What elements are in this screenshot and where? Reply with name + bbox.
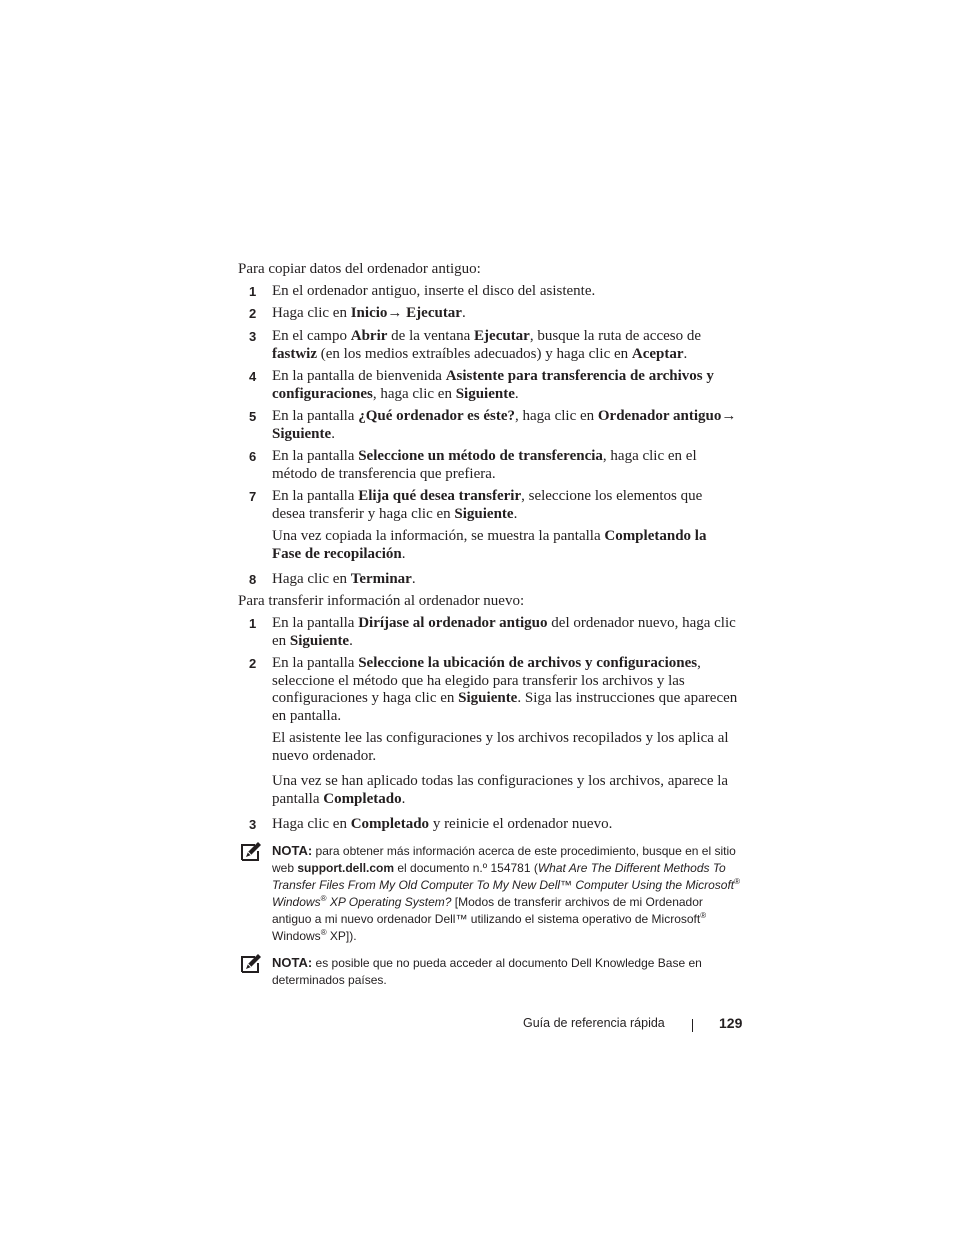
copy-step-6 bbox=[238, 448, 738, 483]
registered-mark: ® bbox=[734, 877, 741, 886]
ui-term: Elija qué desea transferir bbox=[358, 488, 522, 504]
article-title: Windows bbox=[272, 895, 321, 909]
ui-term: Completado bbox=[323, 790, 402, 807]
copy-step-2 bbox=[238, 305, 738, 323]
ui-term: Inicio bbox=[350, 305, 388, 321]
transfer-intro: Para transferir información al ordenador nuevo: bbox=[238, 593, 525, 609]
ui-term: Seleccione un método de transferencia bbox=[358, 448, 603, 464]
ui-term: ¿Qué ordenador es éste? bbox=[358, 408, 516, 424]
ui-term: Diríjase al ordenador antiguo bbox=[358, 615, 548, 631]
ui-term: Aceptar bbox=[631, 345, 684, 362]
step-text: . bbox=[683, 345, 688, 362]
note-availability bbox=[240, 954, 740, 989]
step-text: . bbox=[513, 505, 518, 522]
transfer-step-1 bbox=[238, 615, 738, 650]
step-text: , busque la ruta de acceso de bbox=[529, 328, 702, 344]
step-text: Haga clic en bbox=[272, 305, 351, 321]
step-text: . bbox=[331, 425, 335, 442]
copy-step-3 bbox=[238, 328, 738, 363]
ui-term: Seleccione la ubicación de archivos y configuraciones bbox=[358, 655, 698, 671]
step-text: de la ventana bbox=[387, 328, 475, 344]
copy-step-8 bbox=[238, 571, 738, 589]
step-text: , haga clic en el método de transferencia que prefiera. bbox=[272, 448, 697, 482]
note-text: es posible que no pueda acceder al documento Dell Knowledge Base en determinados países. bbox=[272, 956, 702, 987]
step-number: 2 bbox=[249, 306, 257, 321]
step-text: Haga clic en bbox=[272, 816, 351, 832]
step-number: 1 bbox=[249, 616, 257, 631]
step-text: (en los medios extraíbles adecuados) y haga clic en bbox=[317, 345, 632, 362]
step-text: En la pantalla bbox=[272, 488, 359, 504]
footer-divider bbox=[692, 1019, 693, 1032]
arrow-icon: → bbox=[721, 408, 737, 424]
page-number: 129 bbox=[719, 1015, 743, 1031]
ui-term: Ejecutar bbox=[474, 328, 530, 344]
step-number: 1 bbox=[249, 284, 257, 299]
copy-intro: Para copiar datos del ordenador antiguo: bbox=[238, 261, 481, 277]
arrow-icon: → bbox=[387, 305, 403, 321]
ui-term: Siguiente bbox=[455, 385, 515, 402]
para-text: Una vez se han aplicado todas las configuraciones y los archivos, aparece la pantalla bbox=[272, 773, 729, 807]
step-text: . bbox=[411, 571, 416, 587]
transfer-step-2-detail bbox=[272, 730, 738, 765]
para-text: Una vez copiada la información, se muestra la pantalla bbox=[272, 528, 605, 544]
step-text: , haga clic en bbox=[515, 408, 598, 424]
copy-step-1 bbox=[238, 283, 738, 301]
step-text: En la pantalla bbox=[272, 448, 359, 464]
copy-step-7-result bbox=[272, 528, 738, 563]
pencil-note-icon bbox=[240, 841, 262, 863]
article-title: XP Operating System? bbox=[326, 895, 452, 909]
ui-term: Siguiente bbox=[272, 425, 332, 442]
step-text: y reinicie el ordenador nuevo. bbox=[429, 816, 613, 832]
para-text: El asistente lee las configuraciones y los archivos recopilados y los aplica al nuevo ordenador. bbox=[272, 730, 729, 764]
registered-mark: ® bbox=[320, 928, 327, 937]
copy-step-4 bbox=[238, 368, 738, 403]
para-text: . bbox=[401, 790, 406, 807]
registered-mark: ® bbox=[700, 911, 707, 920]
step-number: 6 bbox=[249, 449, 257, 464]
note-kb-article bbox=[240, 842, 740, 945]
transfer-step-3 bbox=[238, 816, 738, 834]
website-link[interactable]: support.dell.com bbox=[297, 861, 395, 875]
step-text: En la pantalla bbox=[272, 655, 359, 671]
ui-term: Abrir bbox=[350, 328, 388, 344]
pencil-note-icon bbox=[240, 953, 262, 975]
ui-term: Completando la Fase de recopilación bbox=[272, 528, 707, 562]
step-text: . Siga las instrucciones que aparecen en pantalla. bbox=[272, 690, 738, 724]
ui-term: Siguiente bbox=[458, 690, 518, 707]
note-text: [Modos de transferir archivos de mi Ordenador antiguo a mi nuevo ordenador Dell™ utilizando el sistema operativo de Microsoft bbox=[272, 895, 703, 926]
step-text: Haga clic en bbox=[272, 571, 351, 587]
step-text: del ordenador nuevo, haga clic en bbox=[272, 615, 736, 649]
step-number: 8 bbox=[249, 572, 257, 587]
step-text: , haga clic en bbox=[372, 385, 456, 402]
step-number: 2 bbox=[249, 656, 257, 671]
ui-term: Terminar bbox=[350, 571, 412, 587]
copy-step-7 bbox=[238, 488, 738, 523]
step-text: En la pantalla bbox=[272, 408, 359, 424]
step-text: . bbox=[461, 305, 466, 321]
step-text: En la pantalla bbox=[272, 615, 359, 631]
article-title: What Are The Different Methods To Transfer Files From My Old Computer To My New Dell™ Computer Using the Microsoft bbox=[272, 861, 735, 892]
ui-term: Asistente para transferencia de archivos y configuraciones bbox=[272, 368, 714, 402]
note-text: XP]). bbox=[326, 929, 357, 943]
step-number: 4 bbox=[249, 369, 257, 384]
ui-term: Ordenador antiguo bbox=[597, 408, 722, 424]
transfer-step-2-result bbox=[272, 773, 738, 808]
transfer-step-2 bbox=[238, 655, 738, 725]
ui-term: Siguiente bbox=[454, 505, 514, 522]
step-number: 3 bbox=[249, 817, 257, 832]
step-text: . bbox=[514, 385, 519, 402]
step-number: 3 bbox=[249, 329, 257, 344]
note-text: el documento n.º 154781 ( bbox=[394, 861, 538, 875]
ui-term: fastwiz bbox=[272, 345, 317, 362]
note-label: NOTA: bbox=[272, 955, 313, 970]
ui-term: Siguiente bbox=[289, 632, 350, 649]
step-text: . bbox=[349, 632, 353, 649]
para-text: . bbox=[401, 545, 406, 562]
step-text: , seleccione el método que ha elegido para transferir los archivos y las configuraciones y haga clic en bbox=[272, 655, 701, 707]
registered-mark: ® bbox=[320, 894, 327, 903]
step-number: 5 bbox=[249, 409, 257, 424]
ui-term: Completado bbox=[350, 816, 430, 832]
footer-title: Guía de referencia rápida bbox=[523, 1016, 665, 1030]
step-text: , seleccione los elementos que desea transferir y haga clic en bbox=[272, 488, 703, 522]
step-text: En el campo bbox=[272, 328, 351, 344]
note-text: Windows bbox=[272, 929, 321, 943]
note-text: para obtener más información acerca de este procedimiento, busque en el sitio web bbox=[272, 844, 736, 875]
note-label: NOTA: bbox=[272, 843, 313, 858]
ui-term: Ejecutar bbox=[406, 305, 462, 321]
step-text: En la pantalla de bienvenida bbox=[272, 368, 446, 384]
step-text: En el ordenador antiguo, inserte el disco del asistente. bbox=[272, 283, 596, 299]
copy-step-5 bbox=[238, 408, 738, 443]
step-number: 7 bbox=[249, 489, 257, 504]
